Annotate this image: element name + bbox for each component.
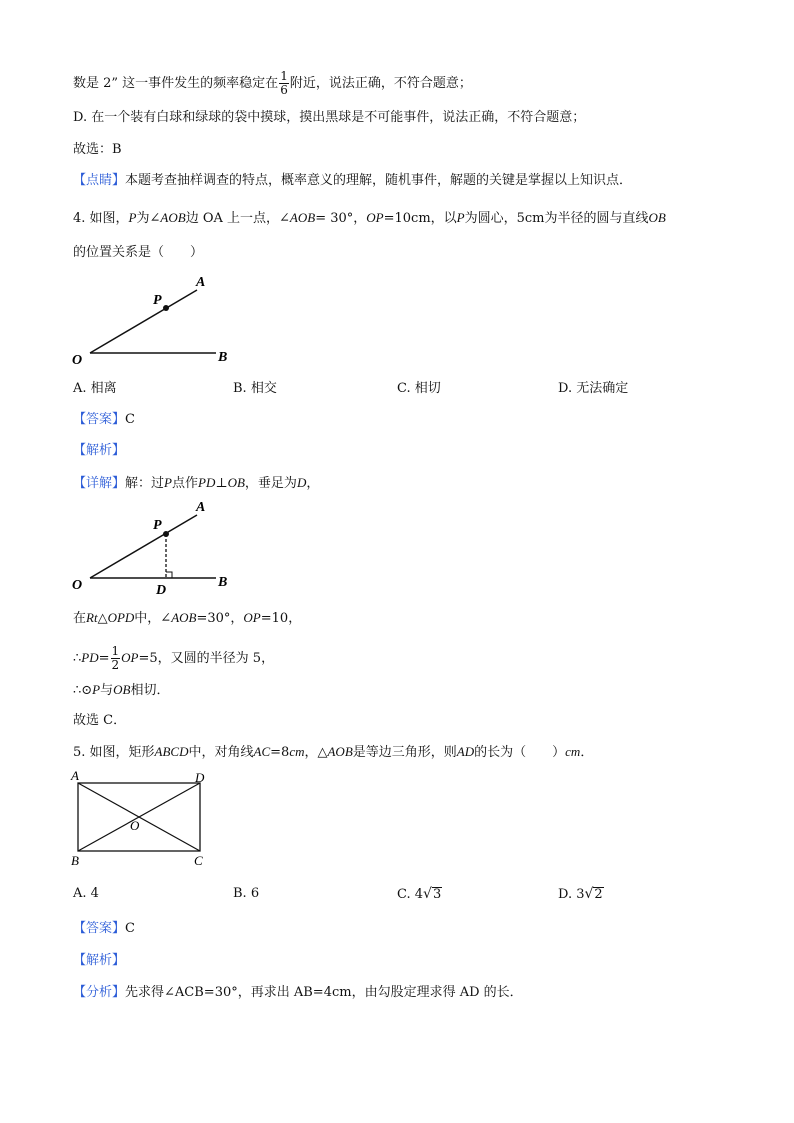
- q5-option-b: B. 6: [233, 886, 260, 901]
- fraction-denominator: 6: [280, 83, 288, 97]
- point-p: [163, 305, 169, 311]
- q5-stem: [73, 744, 593, 761]
- label-p: P: [153, 293, 162, 308]
- tag-detail: 【详解】: [73, 476, 126, 491]
- label-c: C: [194, 853, 203, 868]
- text: ，: [306, 476, 320, 491]
- text: 中，对角线: [188, 745, 254, 760]
- text: =30°，: [196, 611, 244, 626]
- q5-option-d: [558, 886, 604, 903]
- q4-option-a: A. 相离: [73, 381, 117, 396]
- text: =5，又圆的半径为 5，: [138, 651, 275, 666]
- q4-figure-angle: [66, 270, 246, 370]
- answer-value: C: [125, 412, 135, 427]
- var: AOB: [160, 210, 186, 225]
- q4-answer-line: [73, 412, 135, 428]
- q4-option-c: C. 相切: [397, 381, 441, 396]
- text: 4. 如图，: [73, 211, 129, 226]
- text: D. 3: [558, 887, 585, 902]
- text: = 30°，: [315, 211, 367, 226]
- label-b: B: [218, 575, 228, 590]
- text: =10，: [260, 611, 302, 626]
- text: 附近，说法正确，不符合题意；: [289, 76, 472, 91]
- text: 在: [73, 611, 87, 626]
- var: P: [164, 475, 172, 490]
- q5-option-a: A. 4: [73, 886, 99, 901]
- label-d: D: [195, 770, 205, 785]
- var: AC: [253, 744, 271, 759]
- label-d: D: [156, 583, 167, 598]
- text: ，△: [304, 745, 328, 760]
- text: ∴: [73, 651, 82, 666]
- var: cm: [565, 744, 581, 759]
- tag-answer: 【答案】: [73, 921, 126, 936]
- line-4: [73, 173, 632, 189]
- var: OP: [243, 610, 261, 625]
- tag-fenxi: 【分析】: [73, 985, 126, 1000]
- label-o: O: [72, 578, 83, 593]
- text: 相切．: [130, 683, 170, 698]
- var: OP: [121, 650, 139, 665]
- fraction-numerator: 1: [111, 644, 120, 658]
- text: =10cm，以: [383, 211, 457, 226]
- answer-value: C: [125, 921, 135, 936]
- label-b: B: [71, 853, 79, 868]
- label-a: A: [71, 768, 79, 783]
- text: 数是 2” 这一事件发生的频率稳定在: [73, 76, 279, 91]
- label-o: O: [130, 818, 140, 833]
- right-angle-mark: [166, 572, 172, 578]
- var: P: [128, 210, 137, 225]
- line-1: [73, 70, 472, 97]
- var: AD: [456, 744, 475, 759]
- text: =8: [270, 745, 290, 760]
- var: OP: [366, 210, 384, 225]
- var: D: [296, 475, 307, 490]
- text: 是等边三角形，则: [352, 745, 457, 760]
- q4-stem-line1: [73, 210, 666, 227]
- q4-stem-line2: 的位置关系是（ ）: [73, 245, 204, 260]
- var: Rt: [86, 610, 98, 625]
- q4-figure-perpendicular: [66, 497, 246, 599]
- line-2: D. 在一个装有白球和绿球的袋中摸球，摸出黑球是不可能事件，说法正确，不符合题意；: [73, 110, 586, 125]
- q5-figure-rectangle: [66, 766, 226, 872]
- text: ⊥: [215, 476, 228, 491]
- text: 与: [100, 683, 114, 698]
- text: 为∠: [136, 211, 161, 226]
- q4-solution-step3: [73, 682, 170, 699]
- ray-oa: [90, 515, 197, 578]
- radicand: 3: [432, 887, 442, 902]
- q5-option-c: [397, 886, 442, 903]
- var: PD: [81, 650, 99, 665]
- fraction-denominator: 2: [111, 658, 120, 672]
- q4-detail-line: [73, 475, 319, 492]
- text: ∴⊙: [73, 683, 93, 698]
- q4-option-d: D. 无法确定: [558, 381, 629, 396]
- text: ．: [580, 745, 594, 760]
- var: P: [92, 682, 101, 697]
- fraction-numerator: 1: [280, 69, 288, 83]
- text: 为圆心，5cm为半径的圆与直线: [464, 211, 649, 226]
- text: C. 4: [397, 887, 424, 902]
- label-a: A: [196, 275, 206, 290]
- point-p: [163, 531, 169, 537]
- var: P: [456, 210, 465, 225]
- fraction-one-sixth: [279, 70, 289, 97]
- var: AOB: [171, 610, 197, 625]
- text: 边 OA 上一点，∠: [185, 211, 290, 226]
- q4-solution-step2: [73, 645, 274, 672]
- var: AOB: [327, 744, 353, 759]
- var: AOB: [289, 210, 316, 225]
- var: OB: [227, 475, 245, 490]
- sqrt-icon: √: [584, 886, 594, 902]
- q4-solution-conclusion: 故选 C．: [73, 713, 127, 728]
- q4-analysis-tag: 【解析】: [73, 443, 126, 458]
- text: 本题考查抽样调查的特点，概率意义的理解，随机事件，解题的关键是掌握以上知识点．: [125, 173, 633, 188]
- q4-solution-step1: [73, 610, 301, 627]
- text: 点作: [171, 476, 198, 491]
- text: 先求得∠ACB=30°，再求出 AB=4cm，由勾股定理求得 AD 的长．: [125, 985, 523, 1000]
- label-o: O: [72, 353, 83, 368]
- text: =: [98, 651, 110, 666]
- tag-answer: 【答案】: [73, 412, 126, 427]
- text: 的长为（ ）: [474, 745, 566, 760]
- text: △: [97, 611, 108, 626]
- sqrt-icon: √: [423, 886, 432, 902]
- radicand: 2: [594, 887, 603, 902]
- fraction-one-half: [111, 645, 121, 672]
- ray-oa: [90, 290, 197, 353]
- q5-fenxi-line: [73, 985, 523, 1001]
- var: OB: [648, 210, 666, 225]
- label-p: P: [153, 518, 162, 533]
- var: cm: [289, 744, 305, 759]
- q5-answer-line: [73, 921, 135, 937]
- var: OB: [113, 682, 131, 697]
- text: 5. 如图，矩形: [73, 745, 155, 760]
- line-3: 故选：B: [73, 142, 122, 157]
- text: 解：过: [125, 476, 165, 491]
- label-a: A: [196, 500, 206, 515]
- tag-dianjing: 【点睛】: [73, 173, 126, 188]
- var: OPD: [107, 610, 135, 625]
- var: PD: [198, 475, 216, 490]
- q4-option-b: B. 相交: [233, 381, 277, 396]
- text: 中，∠: [134, 611, 172, 626]
- text: ，垂足为: [244, 476, 297, 491]
- label-b: B: [218, 350, 228, 365]
- q5-analysis-tag: 【解析】: [73, 953, 126, 968]
- var: ABCD: [154, 744, 189, 759]
